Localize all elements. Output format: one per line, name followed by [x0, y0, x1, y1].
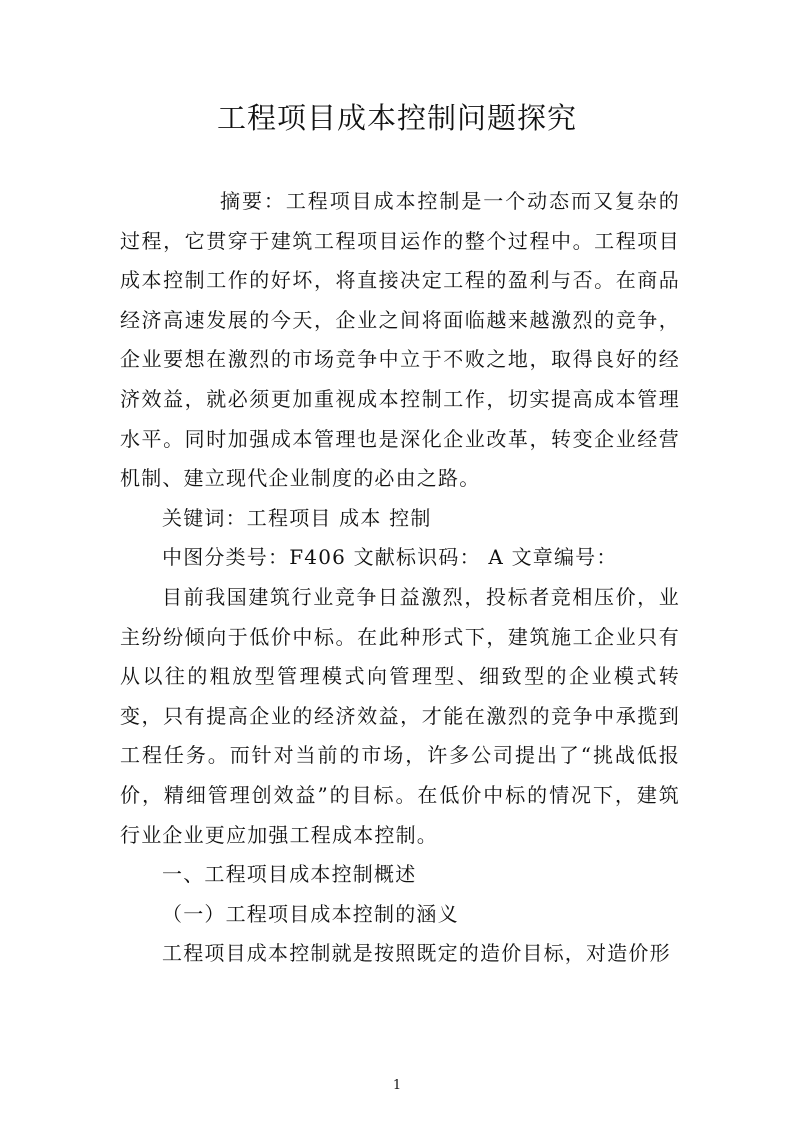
keywords-line: 关键词：工程项目 成本 控制	[162, 505, 432, 530]
subsection-heading-1: （一）工程项目成本控制的涵义	[162, 901, 459, 926]
document-title: 工程项目成本控制问题探究	[216, 101, 577, 135]
body-paragraph: 工程项目成本控制就是按照既定的造价目标，对造价形	[162, 941, 671, 966]
abstract-paragraph: 摘要：工程项目成本控制是一个动态而又复杂的过程，它贯穿于建筑工程项目运作的整个过程中。工程项目成本控制工作的好坏，将直接决定工程的盈利与否。在商品经济高速发展的今天，企业之间将面临越来越激烈的竞争，企业要想在激烈的市场竞争中立于不败之地，取得良好的经济效益，就必须更加重视成本控制工作，切实提高成本管理水平。同时加强成本管理也是深化企业改革，转变企业经营机制、建立现代企业制度的必由之路。	[120, 189, 680, 491]
page-number: 1	[392, 1078, 402, 1093]
section-heading-1: 一、工程项目成本控制概述	[162, 862, 417, 887]
intro-paragraph: 目前我国建筑行业竞争日益激烈，投标者竞相压价，业主纷纷倾向于低价中标。在此种形式下，建筑施工企业只有从以往的粗放型管理模式向管理型、细致型的企业模式转变，只有提高企业的经济效益，才能在激烈的竞争中承揽到工程任务。而针对当前的市场，许多公司提出了“挑战低报价，精细管理创效益”的目标。在低价中标的情况下，建筑行业企业更应加强工程成本控制。	[120, 584, 680, 847]
classification-line: 中图分类号：F406 文献标识码： A 文章编号：	[162, 545, 618, 570]
document-body	[120, 182, 680, 974]
